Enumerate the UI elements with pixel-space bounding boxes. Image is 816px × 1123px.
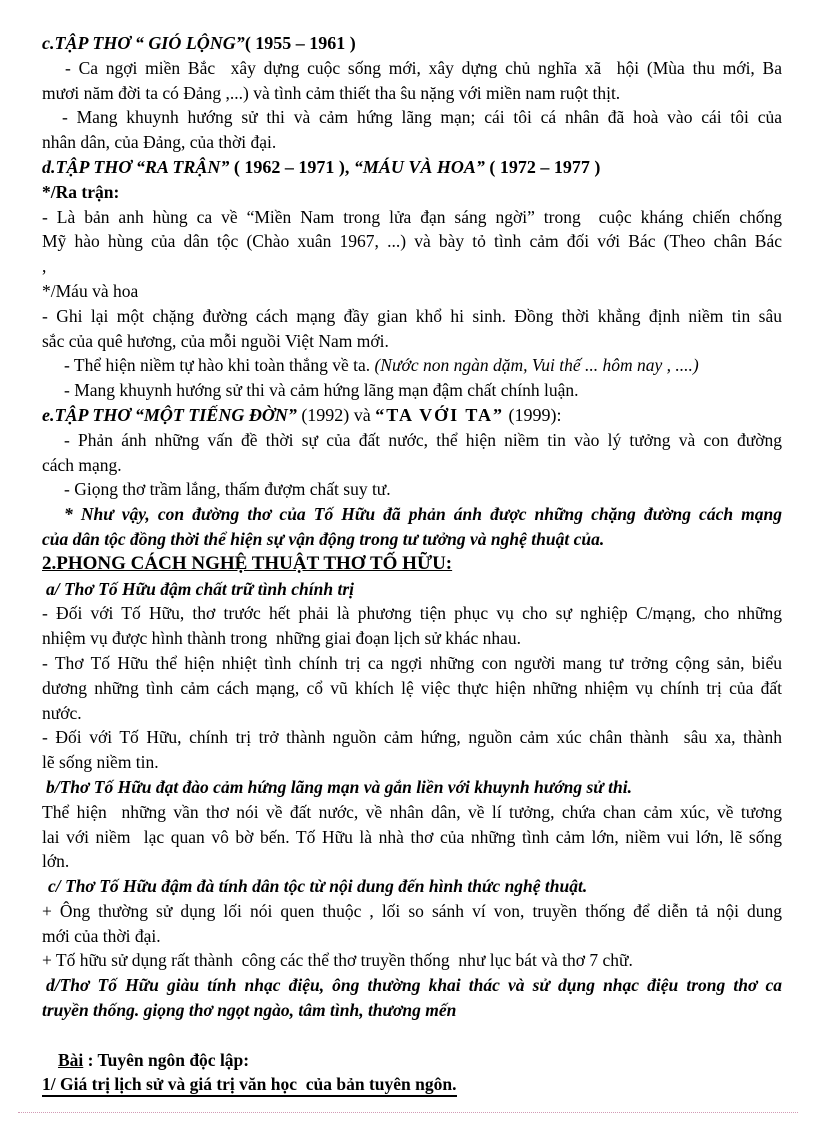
text-run: truyền thống. giọng thơ ngọt ngào, tâm tình, thương mến — [42, 1000, 457, 1021]
text-run: - Phản ánh những vấn đề thời sự của đất nước, thể hiện niềm tin vào lý tưởng và con đường — [64, 429, 782, 450]
page-break-dotted-line — [18, 1112, 798, 1113]
text-run: 2.PHONG CÁCH NGHỆ THUẬT THƠ TỐ HỮU: — [42, 552, 453, 574]
text-line — [42, 651, 782, 676]
text-line — [42, 750, 782, 775]
text-line — [42, 304, 782, 329]
text-run: sắc của quê hương, của mỗi nguồi Việt Nam mới. — [42, 330, 389, 351]
text-line — [42, 676, 782, 701]
text-line — [42, 998, 782, 1023]
text-run: , — [42, 256, 47, 277]
text-line — [42, 453, 782, 478]
text-line — [42, 502, 782, 527]
text-run: ( 1972 – 1977 ) — [484, 156, 601, 177]
text-line — [42, 775, 782, 800]
text-run: - Là bản anh hùng ca về “Miền Nam trong lửa đạn sáng ngời” trong cuộc kháng chiến chống — [42, 206, 782, 227]
text-run: 1/ Giá trị lịch sử và giá trị văn học của bản tuyên ngôn. — [42, 1074, 457, 1097]
text-run: Bài — [58, 1049, 84, 1070]
text-run: - Đối với Tố Hữu, thơ trước hết phải là phương tiện phục vụ cho sự nghiệp C/mạng, cho những — [42, 603, 782, 624]
text-line — [42, 849, 782, 874]
text-line — [42, 899, 782, 924]
text-line — [42, 924, 782, 949]
text-run: Mỹ hào hùng của dân tộc (Chào xuân 1967, ...) và bày tỏ tình cảm đối với Bác (Theo chân Bác — [42, 231, 782, 252]
text-line — [42, 229, 782, 254]
text-run: lớn. — [42, 851, 70, 872]
text-run: e.TẬP THƠ “MỘT TIẾNG ĐỜN” — [42, 404, 297, 425]
text-run: “TA VỚI TA” — [375, 404, 504, 425]
text-line — [42, 725, 782, 750]
text-line — [42, 825, 782, 850]
text-line — [42, 477, 782, 502]
text-run: (1999): — [504, 404, 562, 425]
text-run: lẽ sống niềm tin. — [42, 752, 159, 773]
text-run: c/ Thơ Tố Hữu đậm đà tính dân tộc từ nội dung đến hình thức nghệ thuật. — [48, 876, 588, 897]
text-run: nhân dân, của Đảng, của thời đại. — [42, 132, 277, 153]
text-line — [42, 155, 782, 180]
text-run: lai với niềm lạc quan vô bờ bến. Tố Hữu là nhà thơ của những tình cảm lớn, niềm vui lớn, lẽ sống — [42, 826, 782, 847]
text-line — [42, 279, 782, 304]
text-run: - Mang khuynh hướng sử thi và cảm hứng lãng mạn đậm chất chính luận. — [64, 380, 579, 401]
text-line — [42, 428, 782, 453]
text-line — [42, 577, 782, 602]
text-run: - Đối với Tố Hữu, chính trị trở thành nguồn cảm hứng, nguồn cảm xúc chân thành sâu xa, thành — [42, 727, 782, 748]
text-run: c.TẬP THƠ “ GIÓ LỘNG” — [42, 33, 245, 53]
text-line — [42, 403, 782, 428]
text-line — [42, 1072, 782, 1097]
text-line — [42, 552, 782, 577]
text-run: (Nước non ngàn dặm, Vui thế ... hôm nay , ....) — [374, 355, 699, 376]
text-line — [42, 948, 782, 973]
text-line — [42, 527, 782, 552]
text-line — [42, 1023, 782, 1048]
text-run: + Ông thường sử dụng lối nói quen thuộc , lối so sánh ví von, truyền thống để diễn tả nội dung — [42, 900, 782, 921]
text-line — [42, 874, 782, 899]
text-run: ( 1962 – 1971 ), — [229, 156, 354, 177]
text-line — [42, 626, 782, 651]
text-run: */Ra trận: — [42, 181, 120, 202]
text-run: Thể hiện những vần thơ nói về đất nước, về nhân dân, về lí tưởng, chứa chan cảm xúc, về tương — [42, 801, 782, 822]
text-run: mới của thời đại. — [42, 925, 161, 946]
text-run: (1992) và — [296, 404, 376, 425]
text-run: - Thể hiện niềm tự hào khi toàn thắng về ta. — [64, 355, 375, 376]
text-run: - Thơ Tố Hữu thể hiện nhiệt tình chính trị ca ngợi những con người mang tư trởng cộng sản, biểu — [42, 652, 782, 673]
text-run: ( 1955 – 1961 ) — [244, 33, 356, 53]
text-run: cách mạng. — [42, 454, 122, 475]
text-line — [42, 800, 782, 825]
text-run: mươi năm đời ta có Đảng ,...) và tình cảm thiết tha ŝu nặng với miền nam ruột thịt. — [42, 82, 621, 103]
text-line — [42, 56, 782, 81]
text-run: * Như vậy, con đường thơ của Tố Hữu đã phản ánh được những chặng đường cách mạng — [64, 504, 782, 525]
text-run: d/Thơ Tố Hữu giàu tính nhạc điệu, ông thường khai thác và sử dụng nhạc điệu trong thơ ca — [46, 975, 782, 996]
document-text — [42, 31, 782, 1097]
text-run: d.TẬP THƠ “RA TRẬN” — [42, 156, 230, 177]
text-run: */Máu và hoa — [42, 280, 139, 301]
text-run: - Giọng thơ trầm lắng, thấm đượm chất suy tư. — [64, 479, 391, 500]
text-run: “MÁU VÀ HOA” — [353, 156, 485, 177]
text-run: + Tố hữu sử dụng rất thành công các thể thơ truyền thống như lục bát và thơ 7 chữ. — [42, 950, 633, 971]
text-line — [42, 81, 782, 106]
text-line — [42, 973, 782, 998]
text-line — [42, 180, 782, 205]
text-line — [42, 31, 782, 56]
text-run: - Ghi lại một chặng đường cách mạng đầy gian khổ hi sinh. Đồng thời khẳng định niềm tin sâu — [42, 305, 782, 326]
text-line — [42, 701, 782, 726]
text-line — [42, 1048, 782, 1073]
text-line — [42, 254, 782, 279]
text-line — [42, 205, 782, 230]
text-run: : Tuyên ngôn độc lập: — [83, 1049, 250, 1070]
text-line — [42, 105, 782, 130]
text-line — [42, 601, 782, 626]
text-run: - Ca ngợi miền Bắc xây dựng cuộc sống mới, xây dựng chủ nghĩa xã hội (Mùa thu mới, Ba — [65, 57, 782, 78]
text-run: b/Thơ Tố Hữu đạt đào cảm hứng lãng mạn và gắn liền với khuynh hướng sử thi. — [46, 776, 632, 797]
text-line — [42, 353, 782, 378]
text-run: nước. — [42, 702, 82, 723]
text-run: nhiệm vụ được hình thành trong những giai đoạn lịch sử khác nhau. — [42, 628, 522, 649]
text-line — [42, 329, 782, 354]
text-line — [42, 130, 782, 155]
text-run: của dân tộc đồng thời thể hiện sự vận động trong tư tưởng và nghệ thuật của. — [42, 528, 605, 549]
text-run: - Mang khuynh hướng sử thi và cảm hứng lãng mạn; cái tôi cá nhân đã hoà vào cái tôi của — [62, 107, 782, 128]
text-line — [42, 378, 782, 403]
text-run: dương những tình cảm cách mạng, cổ vũ khích lệ việc thực hiện những nhiệm vụ chính trị của đất — [42, 677, 782, 698]
text-run: a/ Thơ Tố Hữu đậm chất trữ tình chính trị — [46, 578, 355, 599]
